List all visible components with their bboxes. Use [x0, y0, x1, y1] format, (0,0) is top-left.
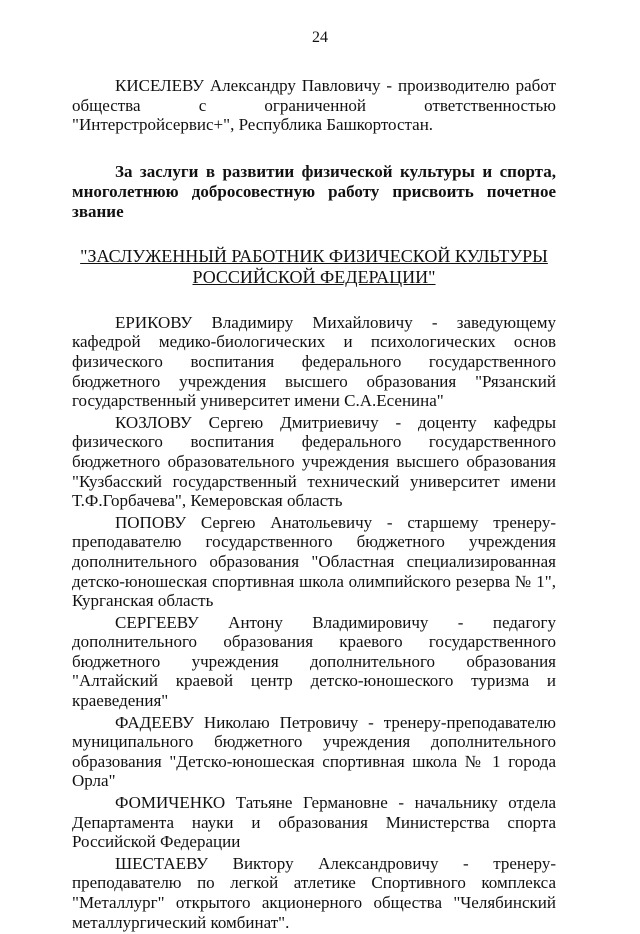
document-body — [72, 76, 556, 934]
award-entry: ПОПОВУ Сергею Анатольевичу - старшему тренеру-преподавателю государственного бюджетного учреждения дополнительного образования "Областная специализированная детско-юношеская спортивная школа олимпийского резерва № 1", Курганская область — [72, 512, 556, 611]
award-title — [72, 246, 556, 288]
award-title-line: "ЗАСЛУЖЕННЫЙ РАБОТНИК ФИЗИЧЕСКОЙ КУЛЬТУРЫ — [80, 245, 548, 266]
page-number: 24 — [312, 29, 328, 46]
award-entry: СЕРГЕЕВУ Антону Владимировичу - педагогу дополнительного образования краевого государственного бюджетного учреждения дополнительного образования "Алтайский краевой центр детско-юношеского туризма и краеведения" — [72, 612, 556, 711]
award-title-line: РОССИЙСКОЙ ФЕДЕРАЦИИ" — [192, 266, 436, 287]
award-entries — [72, 313, 556, 932]
award-entry: ШЕСТАЕВУ Виктору Александровичу - тренеру-преподавателю по легкой атлетике Спортивного комплекса "Металлург" открытого акционерного общества "Челябинский металлургический комбинат". — [72, 853, 556, 932]
award-entry: ЕРИКОВУ Владимиру Михайловичу - заведующему кафедрой медико-биологических и психологических основ физического воспитания федерального государственного бюджетного учреждения высшего образования "Рязанский государственный университет имени С.А.Есенина" — [72, 312, 556, 411]
award-entry: КИСЕЛЕВУ Александру Павловичу - производителю работ общества с ограниченной ответственностью "Интерстройсервис+", Республика Башкортостан. — [72, 76, 556, 135]
award-intro: За заслуги в развитии физической культуры и спорта, многолетнюю добросовестную работу присвоить почетное звание — [72, 161, 556, 221]
award-entry: КОЗЛОВУ Сергею Дмитриевичу - доценту кафедры физического воспитания федерального государственного бюджетного образовательного учреждения высшего образования "Кузбасский государственный технический университет имени Т.Ф.Горбачева", Кемеровская область — [72, 412, 556, 511]
award-entry: ФОМИЧЕНКО Татьяне Германовне - начальнику отдела Департамента науки и образования Министерства спорта Российской Федерации — [72, 793, 556, 852]
award-entry: ФАДЕЕВУ Николаю Петровичу - тренеру-преподавателю муниципального бюджетного учреждения дополнительного образования "Детско-юношеская спортивная школа № 1 города Орла" — [72, 712, 556, 791]
